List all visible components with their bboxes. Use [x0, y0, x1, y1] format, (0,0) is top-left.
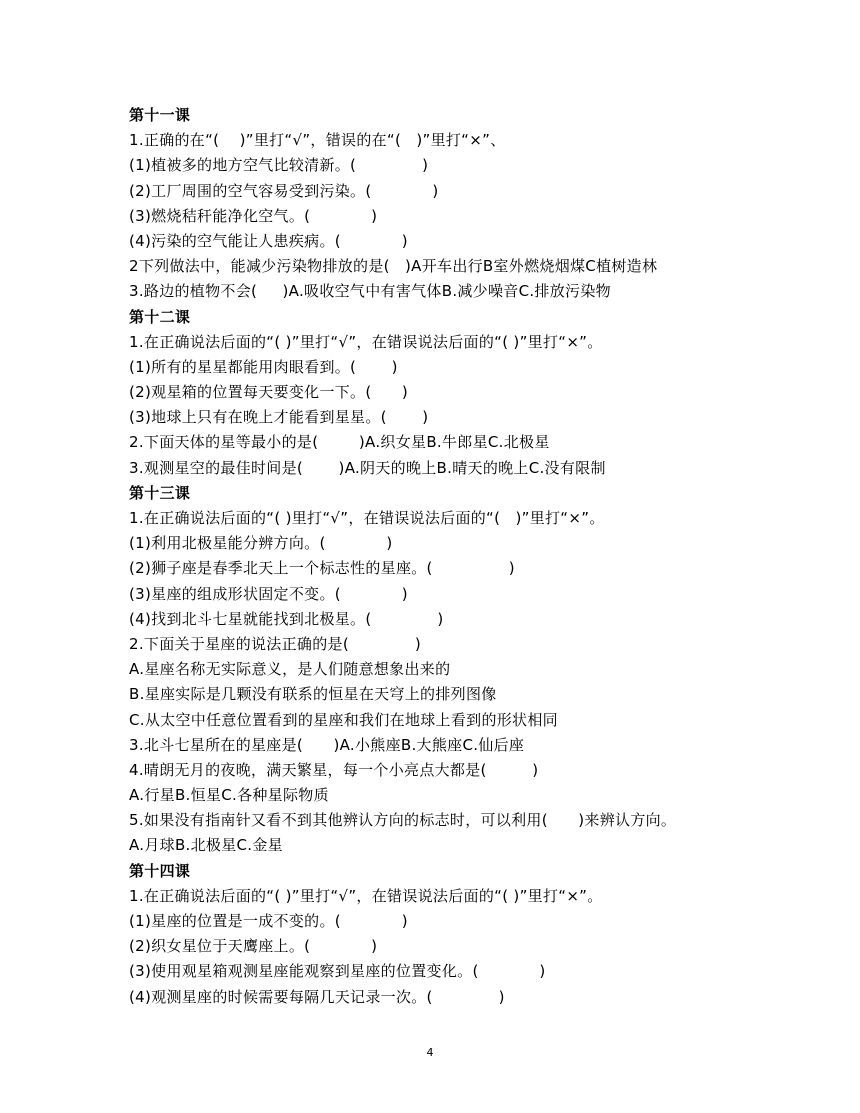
question-line: 1.在正确说法后面的“( )”里打“√”，在错误说法后面的“( )”里打“×”。 [129, 886, 603, 905]
question-line: (2)工厂周围的空气容易受到污染。( ) [129, 181, 439, 200]
question-line: (2)狮子座是春季北天上一个标志性的星座。( ) [129, 559, 515, 578]
answer-option: B.星座实际是几颗没有联系的恒星在天穹上的排列图像 [129, 685, 497, 704]
question-line: (4)找到北斗七星就能找到北极星。( ) [129, 609, 444, 628]
question-line: 2.下面关于星座的说法正确的是( ) [129, 634, 422, 653]
question-line: (3)地球上只有在晚上才能看到星星。( ) [129, 408, 429, 427]
document-body [129, 103, 849, 1010]
question-line: (4)污染的空气能让人患疾病。( ) [129, 231, 408, 250]
question-line: 1.在正确说法后面的“( )”里打“√”，在错误说法后面的“( )”里打“×”。 [129, 332, 603, 351]
question-line: 2.下面天体的星等最小的是( )A.织女星B.牛郎星C.北极星 [129, 433, 550, 452]
answer-option: A.月球B.北极星C.金星 [129, 836, 283, 855]
question-line: 3.北斗七星所在的星座是( )A.小熊座B.大熊座C.仙后座 [129, 735, 525, 754]
question-line: (2)织女星位于天鹰座上。( ) [129, 937, 378, 956]
question-line: (1)利用北极星能分辨方向。( ) [129, 534, 393, 553]
question-line: 3.观测星空的最佳时间是( )A.阴天的晚上B.晴天的晚上C.没有限制 [129, 458, 606, 477]
question-line: (1)植被多的地方空气比较清新。( ) [129, 156, 429, 175]
question-line: 4.晴朗无月的夜晚，满天繁星，每一个小亮点大都是( ) [129, 760, 539, 779]
question-line: 1.在正确说法后面的“( )里打“√”，在错误说法后面的“( )”里打“×”。 [129, 509, 605, 527]
question-line: (1)星座的位置是一成不变的。( ) [129, 912, 408, 930]
question-line: 1.正确的在“( )”里打“√”，错误的在“( )”里打“×”、 [129, 131, 506, 150]
lesson-heading: 第十一课 [129, 106, 191, 124]
question-line: 3.路边的植物不会( )A.吸收空气中有害气体B.减少噪音C.排放污染物 [129, 282, 611, 301]
question-line: 2下列做法中，能减少污染物排放的是( )A开车出行B室外燃烧烟煤C植树造林 [129, 257, 658, 276]
question-line: 5.如果没有指南针又看不到其他辨认方向的标志时，可以利用( )来辨认方向。 [129, 811, 677, 830]
question-line: (1)所有的星星都能用肉眼看到。( ) [129, 357, 398, 376]
answer-option: A.星座名称无实际意义，是人们随意想象出来的 [129, 660, 451, 679]
lesson-heading: 第十三课 [129, 483, 191, 502]
lesson-heading: 第十二课 [129, 307, 191, 326]
question-line: (3)使用观星箱观测星座能观察到星座的位置变化。( ) [129, 962, 546, 981]
question-line: (3)星座的组成形状固定不变。( ) [129, 584, 408, 603]
question-line: (3)燃烧秸秆能净化空气。( ) [129, 206, 378, 225]
page-number: 4 [426, 1046, 434, 1059]
answer-option: A.行星B.恒星C.各种星际物质 [129, 786, 329, 805]
question-line: (4)观测星座的时候需要每隔几天记录一次。( ) [129, 987, 505, 1006]
answer-option: C.从太空中任意位置看到的星座和我们在地球上看到的形状相同 [129, 710, 558, 729]
lesson-heading: 第十四课 [129, 861, 191, 880]
question-line: (2)观星箱的位置每天要变化一下。( ) [129, 383, 409, 402]
